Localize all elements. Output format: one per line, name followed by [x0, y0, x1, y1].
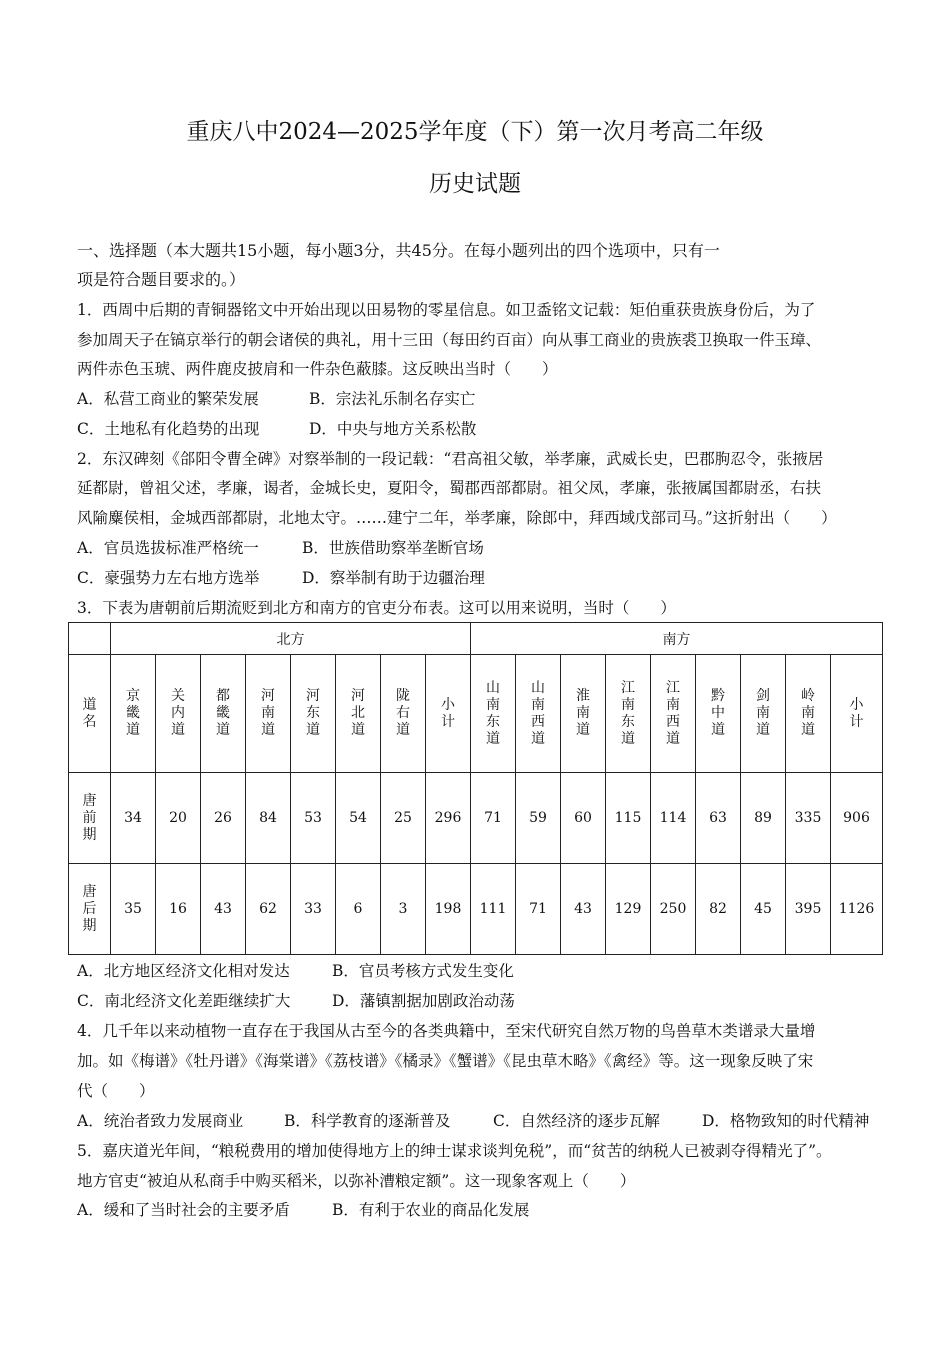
q2-options-row-2: [77, 568, 887, 588]
q3-stem: 3．下表为唐朝前后期流贬到北方和南方的官吏分布表。这可以用来说明，当时（ ）: [77, 599, 676, 617]
q1-options-row-1: [77, 389, 887, 409]
column-header: 剑 南 道: [741, 655, 786, 773]
q3-option-a[interactable]: A．北方地区经济文化相对发达: [77, 962, 290, 980]
column-header: 淮 南 道: [561, 655, 606, 773]
table-cell: 71: [516, 864, 561, 955]
section-heading-line-2: 项是符合题目要求的。）: [77, 270, 246, 289]
q4-stem-line-1: 4．几千年以来动植物一直存在于我国从古至今的各类典籍中，至宋代研究自然万物的鸟兽草木类谱录大量增: [77, 1022, 816, 1040]
column-header: 河 南 道: [246, 655, 291, 773]
q5-stem-line-1: 5．嘉庆道光年间，“粮税费用的增加使得地方上的绅士谋求谈判免税”，而“贫苦的纳税人已被剥夺得精光了”。: [77, 1142, 832, 1160]
column-header-row: [69, 655, 883, 773]
north-group-header: 北方: [111, 623, 471, 655]
table-cell: 84: [246, 773, 291, 864]
q2-stem-line-2: 延都尉，曾祖父述，孝廉，谒者，金城长史，夏阳令，蜀郡西部都尉。祖父凤，孝廉，张掖属国都尉丞，右扶: [77, 479, 822, 497]
table-cell: 34: [111, 773, 156, 864]
column-header: 江 南 西 道: [651, 655, 696, 773]
table-cell: 63: [696, 773, 741, 864]
column-header: 山 南 东 道: [471, 655, 516, 773]
table-row: [69, 773, 883, 864]
table-cell: 198: [426, 864, 471, 955]
table-cell: 20: [156, 773, 201, 864]
table-cell: 33: [291, 864, 336, 955]
table-cell: 59: [516, 773, 561, 864]
table-cell: 296: [426, 773, 471, 864]
row-label: 唐 后 期: [69, 864, 111, 955]
q5-option-b[interactable]: B．有利于农业的商品化发展: [332, 1201, 530, 1219]
q5-stem-line-2: 地方官吏“被迫从私商手中购买稻米，以弥补漕粮定额”。这一现象客观上（ ）: [77, 1172, 636, 1190]
table-cell: 54: [336, 773, 381, 864]
q1-option-d[interactable]: D．中央与地方关系松散: [309, 420, 477, 438]
q2-option-a[interactable]: A．官员选拔标准严格统一: [77, 539, 259, 557]
q4-option-a[interactable]: A．统治者致力发展商业: [77, 1112, 244, 1130]
table-cell: 71: [471, 773, 516, 864]
column-header: 关 内 道: [156, 655, 201, 773]
table-cell: 45: [741, 864, 786, 955]
column-header: 河 北 道: [336, 655, 381, 773]
q4-stem-line-3: 代（ ）: [77, 1082, 155, 1100]
column-header: 岭 南 道: [786, 655, 831, 773]
table-cell: 43: [561, 864, 606, 955]
table-cell: 906: [831, 773, 883, 864]
table-cell: 1126: [831, 864, 883, 955]
row-header-label: 道 名: [69, 655, 111, 773]
column-header: 都 畿 道: [201, 655, 246, 773]
column-header: 陇 右 道: [381, 655, 426, 773]
table-cell: 43: [201, 864, 246, 955]
table-cell: 3: [381, 864, 426, 955]
q5-options-row: [77, 1200, 887, 1220]
q3-option-d[interactable]: D．藩镇割据加剧政治动荡: [332, 992, 515, 1010]
q1-option-b[interactable]: B．宗法礼乐制名存实亡: [309, 390, 476, 408]
column-header: 山 南 西 道: [516, 655, 561, 773]
q1-stem-line-1: 1．西周中后期的青铜器铭文中开始出现以田易物的零星信息。如卫盉铭文记载：矩伯重获贵族身份后，为了: [77, 301, 816, 319]
table-cell: 82: [696, 864, 741, 955]
table-cell: 335: [786, 773, 831, 864]
q4-option-b[interactable]: B．科学教育的逐渐普及: [284, 1112, 451, 1130]
q3-option-b[interactable]: B．官员考核方式发生变化: [332, 962, 514, 980]
table-cell: 250: [651, 864, 696, 955]
table-cell: 62: [246, 864, 291, 955]
q3-option-c[interactable]: C．南北经济文化差距继续扩大: [77, 992, 291, 1010]
q2-options-row-1: [77, 538, 887, 558]
q1-stem-line-3: 两件赤色玉琥、两件鹿皮披肩和一件杂色蔽膝。这反映出当时（ ）: [77, 360, 558, 378]
q2-option-b[interactable]: B．世族借助察举垄断官场: [302, 539, 484, 557]
section-heading-line-1: 一、选择题（本大题共15小题，每小题3分，共45分。在每小题列出的四个选项中，只有一: [77, 241, 720, 260]
q2-stem-line-1: 2．东汉碑刻《郃阳令曹全碑》对察举制的一段记载：“君高祖父敏，举孝廉，武威长史，巴郡朐忍令，张掖居: [77, 450, 824, 468]
q2-option-d[interactable]: D．察举制有助于边疆治理: [302, 569, 485, 587]
q1-stem-line-2: 参加周天子在镐京举行的朝会诸侯的典礼，用十三田（每田约百亩）向从事工商业的贵族裘卫换取一件玉璋、: [77, 331, 822, 349]
exam-subject: 历史试题: [429, 171, 521, 197]
south-group-header: 南方: [471, 623, 883, 655]
q1-options-row-2: [77, 419, 887, 439]
q4-option-d[interactable]: D．格物致知的时代精神: [702, 1112, 870, 1130]
column-header: 江 南 东 道: [606, 655, 651, 773]
q5-option-a[interactable]: A．缓和了当时社会的主要矛盾: [77, 1201, 290, 1219]
q2-stem-line-3: 风隃麋侯相，金城西部都尉，北地太守。……建宁二年，举孝廉，除郎中，拜西域戊部司马。”这折射出（ ）: [77, 509, 837, 527]
official-distribution-table: [68, 622, 883, 955]
column-header: 小 计: [426, 655, 471, 773]
table-corner-cell: [69, 623, 111, 655]
table-cell: 114: [651, 773, 696, 864]
table-row: [69, 864, 883, 955]
row-label: 唐 前 期: [69, 773, 111, 864]
table-cell: 6: [336, 864, 381, 955]
table-cell: 129: [606, 864, 651, 955]
table-cell: 60: [561, 773, 606, 864]
q4-options-row: [77, 1111, 887, 1131]
exam-title: 重庆八中2024—2025学年度（下）第一次月考高二年级: [186, 119, 764, 145]
table-cell: 53: [291, 773, 336, 864]
column-header: 小 计: [831, 655, 883, 773]
q2-option-c[interactable]: C．豪强势力左右地方选举: [77, 569, 260, 587]
table-cell: 111: [471, 864, 516, 955]
q4-stem-line-2: 加。如《梅谱》《牡丹谱》《海棠谱》《荔枝谱》《橘录》《蟹谱》《昆虫草木略》《禽经》等。这一现象反映了宋: [77, 1052, 814, 1070]
table-cell: 25: [381, 773, 426, 864]
q3-options-row-1: [77, 961, 887, 981]
table-cell: 16: [156, 864, 201, 955]
column-header: 河 东 道: [291, 655, 336, 773]
table-cell: 115: [606, 773, 651, 864]
table-cell: 395: [786, 864, 831, 955]
column-header: 黔 中 道: [696, 655, 741, 773]
table-cell: 89: [741, 773, 786, 864]
table-cell: 35: [111, 864, 156, 955]
column-header: 京 畿 道: [111, 655, 156, 773]
q1-option-c[interactable]: C．土地私有化趋势的出现: [77, 420, 260, 438]
q3-options-row-2: [77, 991, 887, 1011]
q4-option-c[interactable]: C．自然经济的逐步瓦解: [493, 1112, 660, 1130]
table-cell: 26: [201, 773, 246, 864]
q1-option-a[interactable]: A．私营工商业的繁荣发展: [77, 390, 259, 408]
